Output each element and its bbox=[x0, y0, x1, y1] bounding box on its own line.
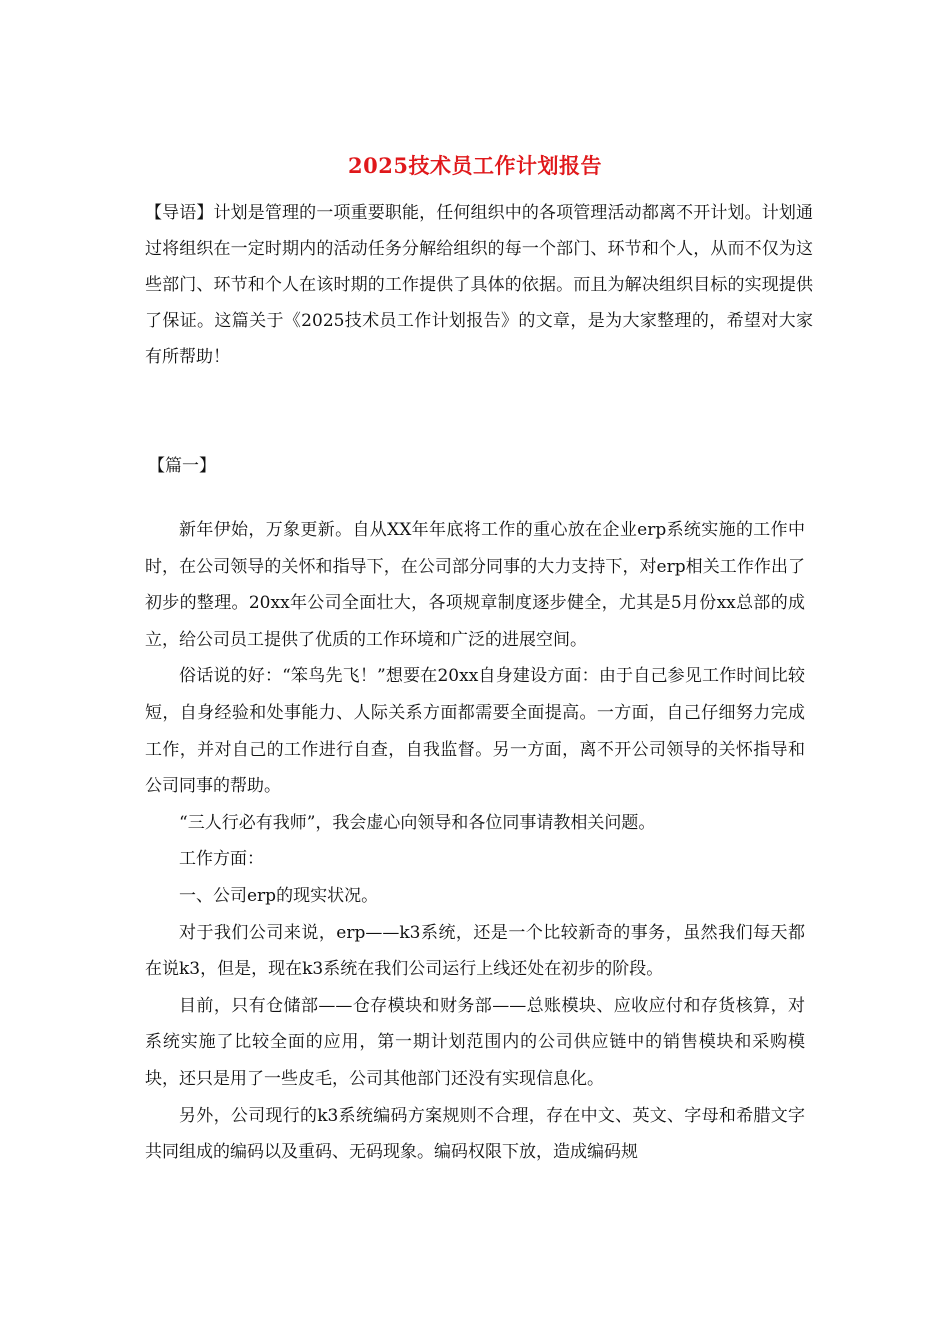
section-label: 【篇一】 bbox=[148, 456, 216, 476]
document-title: 2025技术员工作计划报告 bbox=[348, 153, 602, 178]
body-text bbox=[145, 512, 805, 1171]
intro-paragraph: 【导语】计划是管理的一项重要职能，任何组织中的各项管理活动都离不开计划。计划通过将组织在一定时期内的活动任务分解给组织的每一个部门、环节和个人，从而不仅为这些部门、环节和个人在该时期的工作提供了具体的依据。而且为解决组织目标的实现提供了保证。这篇关于《2025技术员工作计划报告》的文章，是为大家整理的，希望对大家有所帮助！ bbox=[145, 203, 813, 367]
body-paragraph: 俗话说的好：“笨鸟先飞！”想要在20xx自身建设方面：由于自己参见工作时间比较短，自身经验和处事能力、人际关系方面都需要全面提高。一方面，自己仔细努力完成工作，并对自己的工作进行自查，自我监督。另一方面，离不开公司领导的关怀指导和公司同事的帮助。 bbox=[145, 666, 805, 797]
body-paragraph: 一、公司erp的现实状况。 bbox=[179, 885, 379, 906]
body-paragraph: 工作方面： bbox=[179, 849, 264, 870]
body-paragraph: 另外，公司现行的k3系统编码方案规则不合理，存在中文、英文、字母和希腊文字共同组成的编码以及重码、无码现象。编码权限下放，造成编码规 bbox=[145, 1105, 805, 1163]
body-paragraph: “三人行必有我师”，我会虚心向领导和各位同事请教相关问题。 bbox=[179, 812, 656, 833]
body-paragraph: 新年伊始，万象更新。自从XX年年底将工作的重心放在企业erp系统实施的工作中时，在公司领导的关怀和指导下，在公司部分同事的大力支持下，对erp相关工作作出了初步的整理。20xx年公司全面壮大，各项规章制度逐步健全，尤其是5月份xx总部的成立，给公司员工提供了优质的工作环境和广泛的进展空间。 bbox=[145, 520, 805, 650]
body-paragraph: 对于我们公司来说，erp——k3系统，还是一个比较新奇的事务，虽然我们每天都在说k3，但是，现在k3系统在我们公司运行上线还处在初步的阶段。 bbox=[145, 922, 805, 980]
body-paragraph: 目前，只有仓储部——仓存模块和财务部——总账模块、应收应付和存货核算，对系统实施了比较全面的应用，第一期计划范围内的公司供应链中的销售模块和采购模块，还只是用了一些皮毛，公司其他部门还没有实现信息化。 bbox=[145, 995, 805, 1089]
